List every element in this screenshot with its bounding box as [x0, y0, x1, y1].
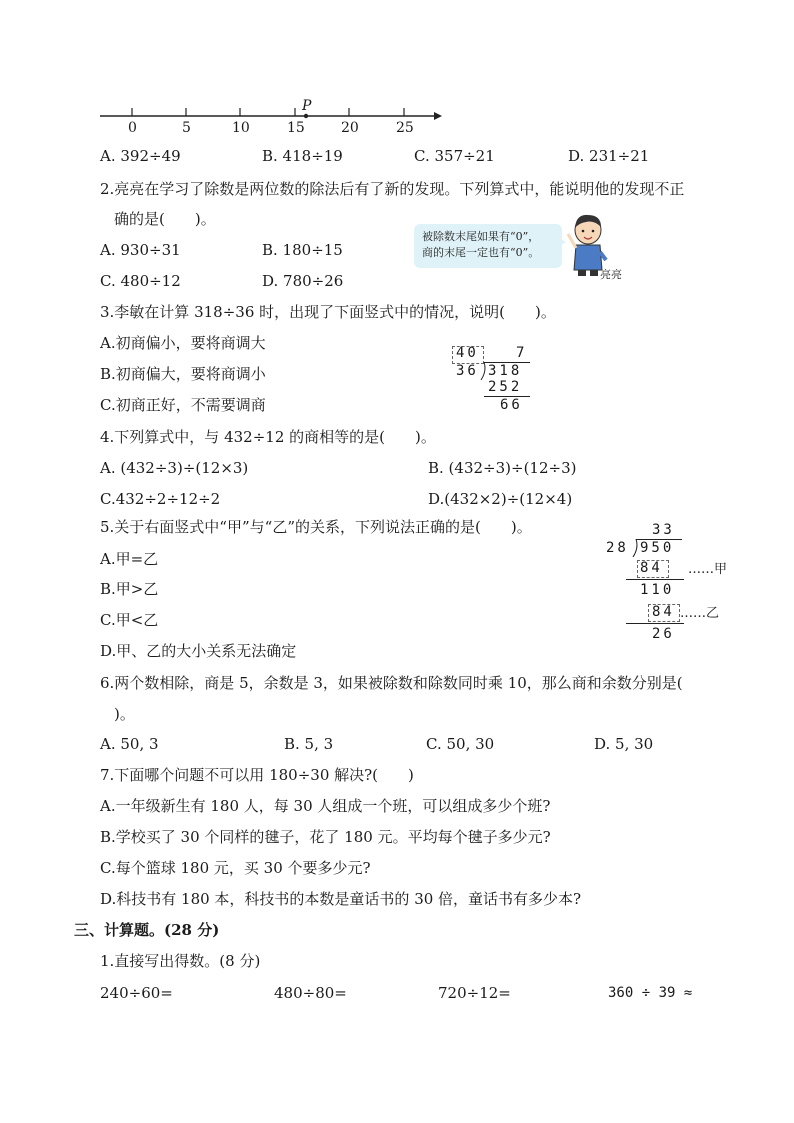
q5-option-a: A.甲=乙: [100, 550, 159, 568]
tick-label: 25: [396, 120, 414, 136]
subtract-line: [626, 579, 684, 580]
trial-divisor: 40: [456, 345, 479, 361]
division-bracket: [631, 538, 639, 558]
dividend: 950: [640, 540, 675, 556]
divisor: 28: [606, 540, 629, 556]
speech-bubble: [414, 224, 562, 268]
product1: 84: [640, 560, 663, 576]
q1-option-a: A. 392÷49: [100, 147, 181, 165]
tick-label: 5: [182, 120, 191, 136]
q3-option-a: A.初商偏小，要将商调大: [100, 334, 266, 352]
point-p-label: P: [302, 98, 312, 114]
mark-yi: ……乙: [680, 606, 720, 621]
section3-sub1: 1.直接写出得数。(8 分): [100, 952, 261, 970]
q4-stem: 4.下列算式中，与 432÷12 的商相等的是( )。: [100, 428, 436, 446]
q6-option-c: C. 50, 30: [426, 735, 495, 753]
q5-option-b: B.甲>乙: [100, 580, 159, 598]
q7-option-a: A.一年级新生有 180 人，每 30 人组成一个班，可以组成多少个班?: [100, 797, 551, 815]
q7-option-c: C.每个篮球 180 元，买 30 个要多少元?: [100, 859, 371, 877]
tick-label: 0: [128, 120, 137, 136]
q2-stem: 2.亮亮在学习了除数是两位数的除法后有了新的发现。下列算式中，能说明他的发现不正: [100, 180, 685, 198]
calc-item: 360 ÷ 39 ≈: [608, 985, 693, 1001]
q6-option-d: D. 5, 30: [594, 735, 654, 753]
q6-stem: 6.两个数相除，商是 5，余数是 3，如果被除数和除数同时乘 10，那么商和余数分别是(: [100, 674, 683, 692]
remainder: 26: [652, 626, 675, 642]
q2-option-a: A. 930÷31: [100, 241, 181, 259]
q3-stem: 3.李敏在计算 318÷36 时，出现了下面竖式中的情况，说明( )。: [100, 303, 556, 321]
q4-option-b: B. (432÷3)÷(12÷3): [428, 459, 577, 477]
mid-value: 110: [640, 582, 675, 598]
q4-option-a: A. (432÷3)÷(12×3): [100, 459, 249, 477]
bubble-tail: [556, 236, 566, 248]
mark-jia: ……甲: [688, 562, 728, 577]
q2-option-c: C. 480÷12: [100, 272, 181, 290]
calc-item: 240÷60=: [100, 984, 173, 1002]
q4-option-d: D.(432×2)÷(12×4): [428, 490, 573, 508]
q7-option-b: B.学校买了 30 个同样的毽子，花了 180 元。平均每个毽子多少元?: [100, 828, 551, 846]
product2: 84: [652, 604, 675, 620]
number-line-svg: [96, 94, 446, 138]
q5-option-d: D.甲、乙的大小关系无法确定: [100, 642, 297, 660]
calc-item: 480÷80=: [274, 984, 347, 1002]
q5-option-c: C.甲<乙: [100, 611, 159, 629]
tick-label: 15: [287, 120, 305, 136]
q1-option-b: B. 418÷19: [262, 147, 343, 165]
q5-stem: 5.关于右面竖式中“甲”与“乙”的关系，下列说法正确的是( )。: [100, 518, 532, 536]
calc-item: 720÷12=: [438, 984, 511, 1002]
q4-option-c: C.432÷2÷12÷2: [100, 490, 221, 508]
subtract-line: [626, 623, 684, 624]
bubble-line: 商的末尾一定也有“0”。: [422, 246, 540, 259]
q2-stem-cont: 确的是( )。: [114, 210, 216, 228]
q7-stem: 7.下面哪个问题不可以用 180÷30 解决?( ): [100, 766, 414, 784]
q1-option-c: C. 357÷21: [414, 147, 495, 165]
q7-option-d: D.科技书有 180 本，科技书的本数是童话书的 30 倍，童话书有多少本?: [100, 890, 582, 908]
tick-label: 20: [341, 120, 359, 136]
dividend: 318: [488, 363, 523, 379]
tick-label: 10: [232, 120, 250, 136]
quotient: 7: [516, 345, 528, 361]
q2-option-d: D. 780÷26: [262, 272, 344, 290]
q6-stem-cont: )。: [114, 705, 135, 723]
q3-option-b: B.初商偏大，要将商调小: [100, 365, 266, 383]
q2-option-b: B. 180÷15: [262, 241, 343, 259]
bubble-line: 被除数末尾如果有“0”，: [422, 230, 540, 243]
q3-option-c: C.初商正好，不需要调商: [100, 396, 266, 414]
quotient: 33: [652, 522, 675, 538]
divisor: 36: [456, 363, 479, 379]
q6-option-a: A. 50, 3: [100, 735, 159, 753]
section3-heading: 三、计算题。(28 分): [74, 921, 220, 939]
product: 252: [488, 379, 523, 395]
q6-option-b: B. 5, 3: [284, 735, 334, 753]
character-name: 亮亮: [600, 268, 622, 281]
remainder: 66: [500, 397, 523, 413]
division-bracket: [479, 361, 487, 381]
q1-option-d: D. 231÷21: [568, 147, 650, 165]
